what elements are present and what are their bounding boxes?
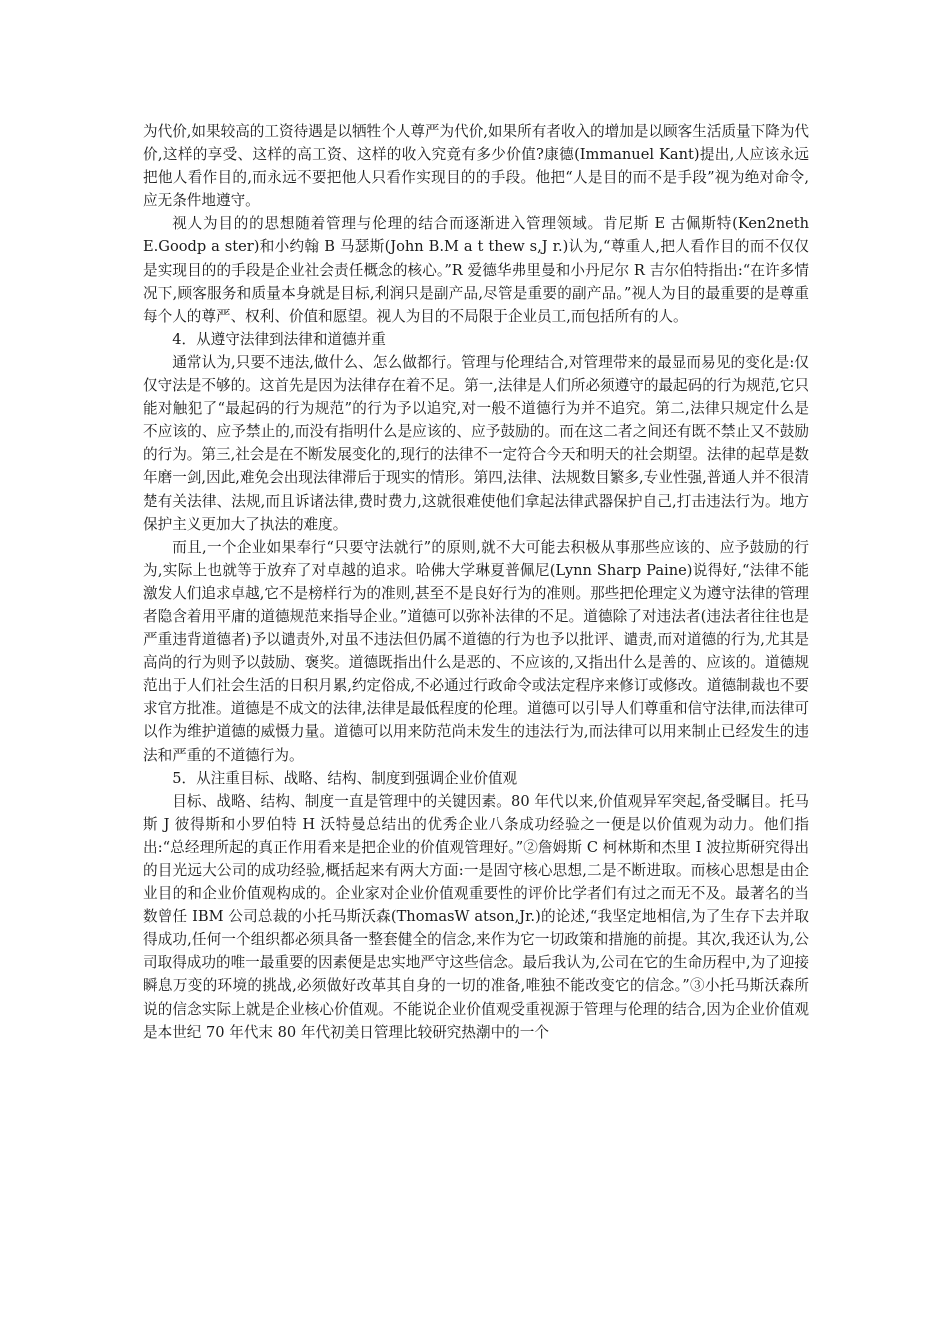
paragraph-continuation: 为代价,如果较高的工资待遇是以牺牲个人尊严为代价,如果所有者收入的增加是以顾客生活质量下降为代价,这样的享受、这样的高工资、这样的收入究竟有多少价值?康德(Immanuel Kant)提出,人应该永远把他人看作目的,而永远不要把他人只看作实现目的的手段。他把“人是目的而不是手段”视为绝对命令,应无条件地遵守。 [143,123,810,210]
section-heading-5: 5．从注重目标、战略、结构、制度到强调企业价值观 [172,769,518,787]
document-body [143,120,809,1044]
paragraph-corporate-values: 目标、战略、结构、制度一直是管理中的关键因素。80 年代以来,价值观异军突起,备受瞩目。托马斯 J 彼得斯和小罗伯特 H 沃特曼总结出的优秀企业八条成功经验之一便是以价值观为动力。他们指出:“总经理所起的真正作用看来是把企业的价值观管理好。”②詹姆斯 C 柯林斯和杰里 I 波拉斯研究得出的目光远大公司的成功经验,概括起来有两大方面:一是固守核心思想,二是不断进取。而核心思想是由企业目的和企业价值观构成的。企业家对企业价值观重要性的评价比学者们有过之而无不及。最著名的当数曾任 IBM 公司总裁的小托马斯沃森(ThomasW atson,Jr.)的论述,“我坚定地相信,为了生存下去并取得成功,任何一个组织都必须具备一整套健全的信念,来作为它一切政策和措施的前提。其次,我还认为,公司取得成功的唯一最重要的因素便是忠实地严守这些信念。最后我认为,公司在它的生命历程中,为了迎接瞬息万变的环境的挑战,必须做好改革其自身的一切的准备,唯独不能改变它的信念。”③小托马斯沃森所说的信念实际上就是企业核心价值观。不能说企业价值观受重视源于管理与伦理的结合,因为企业价值观是本世纪 70 年代末 80 年代初美日管理比较研究热潮中的一个 [143,792,810,1041]
section-heading-4: 4．从遵守法律到法律和道德并重 [172,330,386,348]
paragraph-law-insufficient: 通常认为,只要不违法,做什么、怎么做都行。管理与伦理结合,对管理带来的最显而易见的变化是:仅仅守法是不够的。这首先是因为法律存在着不足。第一,法律是人们所必须遵守的最起码的行为规范,它只能对触犯了“最起码的行为规范”的行为予以追究,对一般不道德行为并不追究。第二,法律只规定什么是不应该的、应予禁止的,而没有指明什么是应该的、应予鼓励的。而在这二者之间还有既不禁止又不鼓励的行为。第三,社会是在不断发展变化的,现行的法律不一定符合今天和明天的社会期望。法律的起草是数年磨一剑,因此,难免会出现法律滞后于现实的情形。第四,法律、法规数目繁多,专业性强,普通人并不很清楚有关法律、法规,而且诉诸法律,费时费力,这就很难使他们拿起法律武器保护自己,打击违法行为。地方保护主义更加大了执法的难度。 [143,353,810,533]
paragraph-law-and-ethics: 而且,一个企业如果奉行“只要守法就行”的原则,就不大可能去积极从事那些应该的、应予鼓励的行为,实际上也就等于放弃了对卓越的追求。哈佛大学琳夏普佩尼(Lynn Sharp Paine)说得好,“法律不能激发人们追求卓越,它不是榜样行为的准则,甚至不是良好行为的准则。那些把伦理定义为遵守法律的管理者隐含着用平庸的道德规范来指导企业。”道德可以弥补法律的不足。道德除了对违法者(违法者往往也是严重违背道德者)予以谴责外,对虽不违法但仍属不道德的行为也予以批评、谴责,而对道德的行为,尤其是高尚的行为则予以鼓励、褒奖。道德既指出什么是恶的、不应该的,又指出什么是善的、应该的。道德规范出于人们社会生活的日积月累,约定俗成,不必通过行政命令或法定程序来修订或修改。道德制裁也不要求官方批准。道德是不成文的法律,法律是最低程度的伦理。道德可以引导人们尊重和信守法律,而法律可以作为维护道德的威慑力量。道德可以用来防范尚未发生的违法行为,而法律可以用来制止已经发生的违法和严重的不道德行为。 [143,538,810,764]
paragraph-end-as-purpose: 视人为目的的思想随着管理与伦理的结合而逐渐进入管理领域。肯尼斯 E 古佩斯特(Ken2neth E.Goodp a ster)和小约翰 B 马瑟斯(John B.M a t thew s,J r.)认为,“尊重人,把人看作目的而不仅仅是实现目的的手段是企业社会责任概念的核心。”R 爱德华弗里曼和小丹尼尔 R 吉尔伯特指出:“在许多情况下,顾客服务和质量本身就是目标,利润只是副产品,尽管是重要的副产品。”视人为目的最重要的是尊重每个人的尊严、权利、价值和愿望。视人为目的不局限于企业员工,而包括所有的人。 [143,215,809,325]
